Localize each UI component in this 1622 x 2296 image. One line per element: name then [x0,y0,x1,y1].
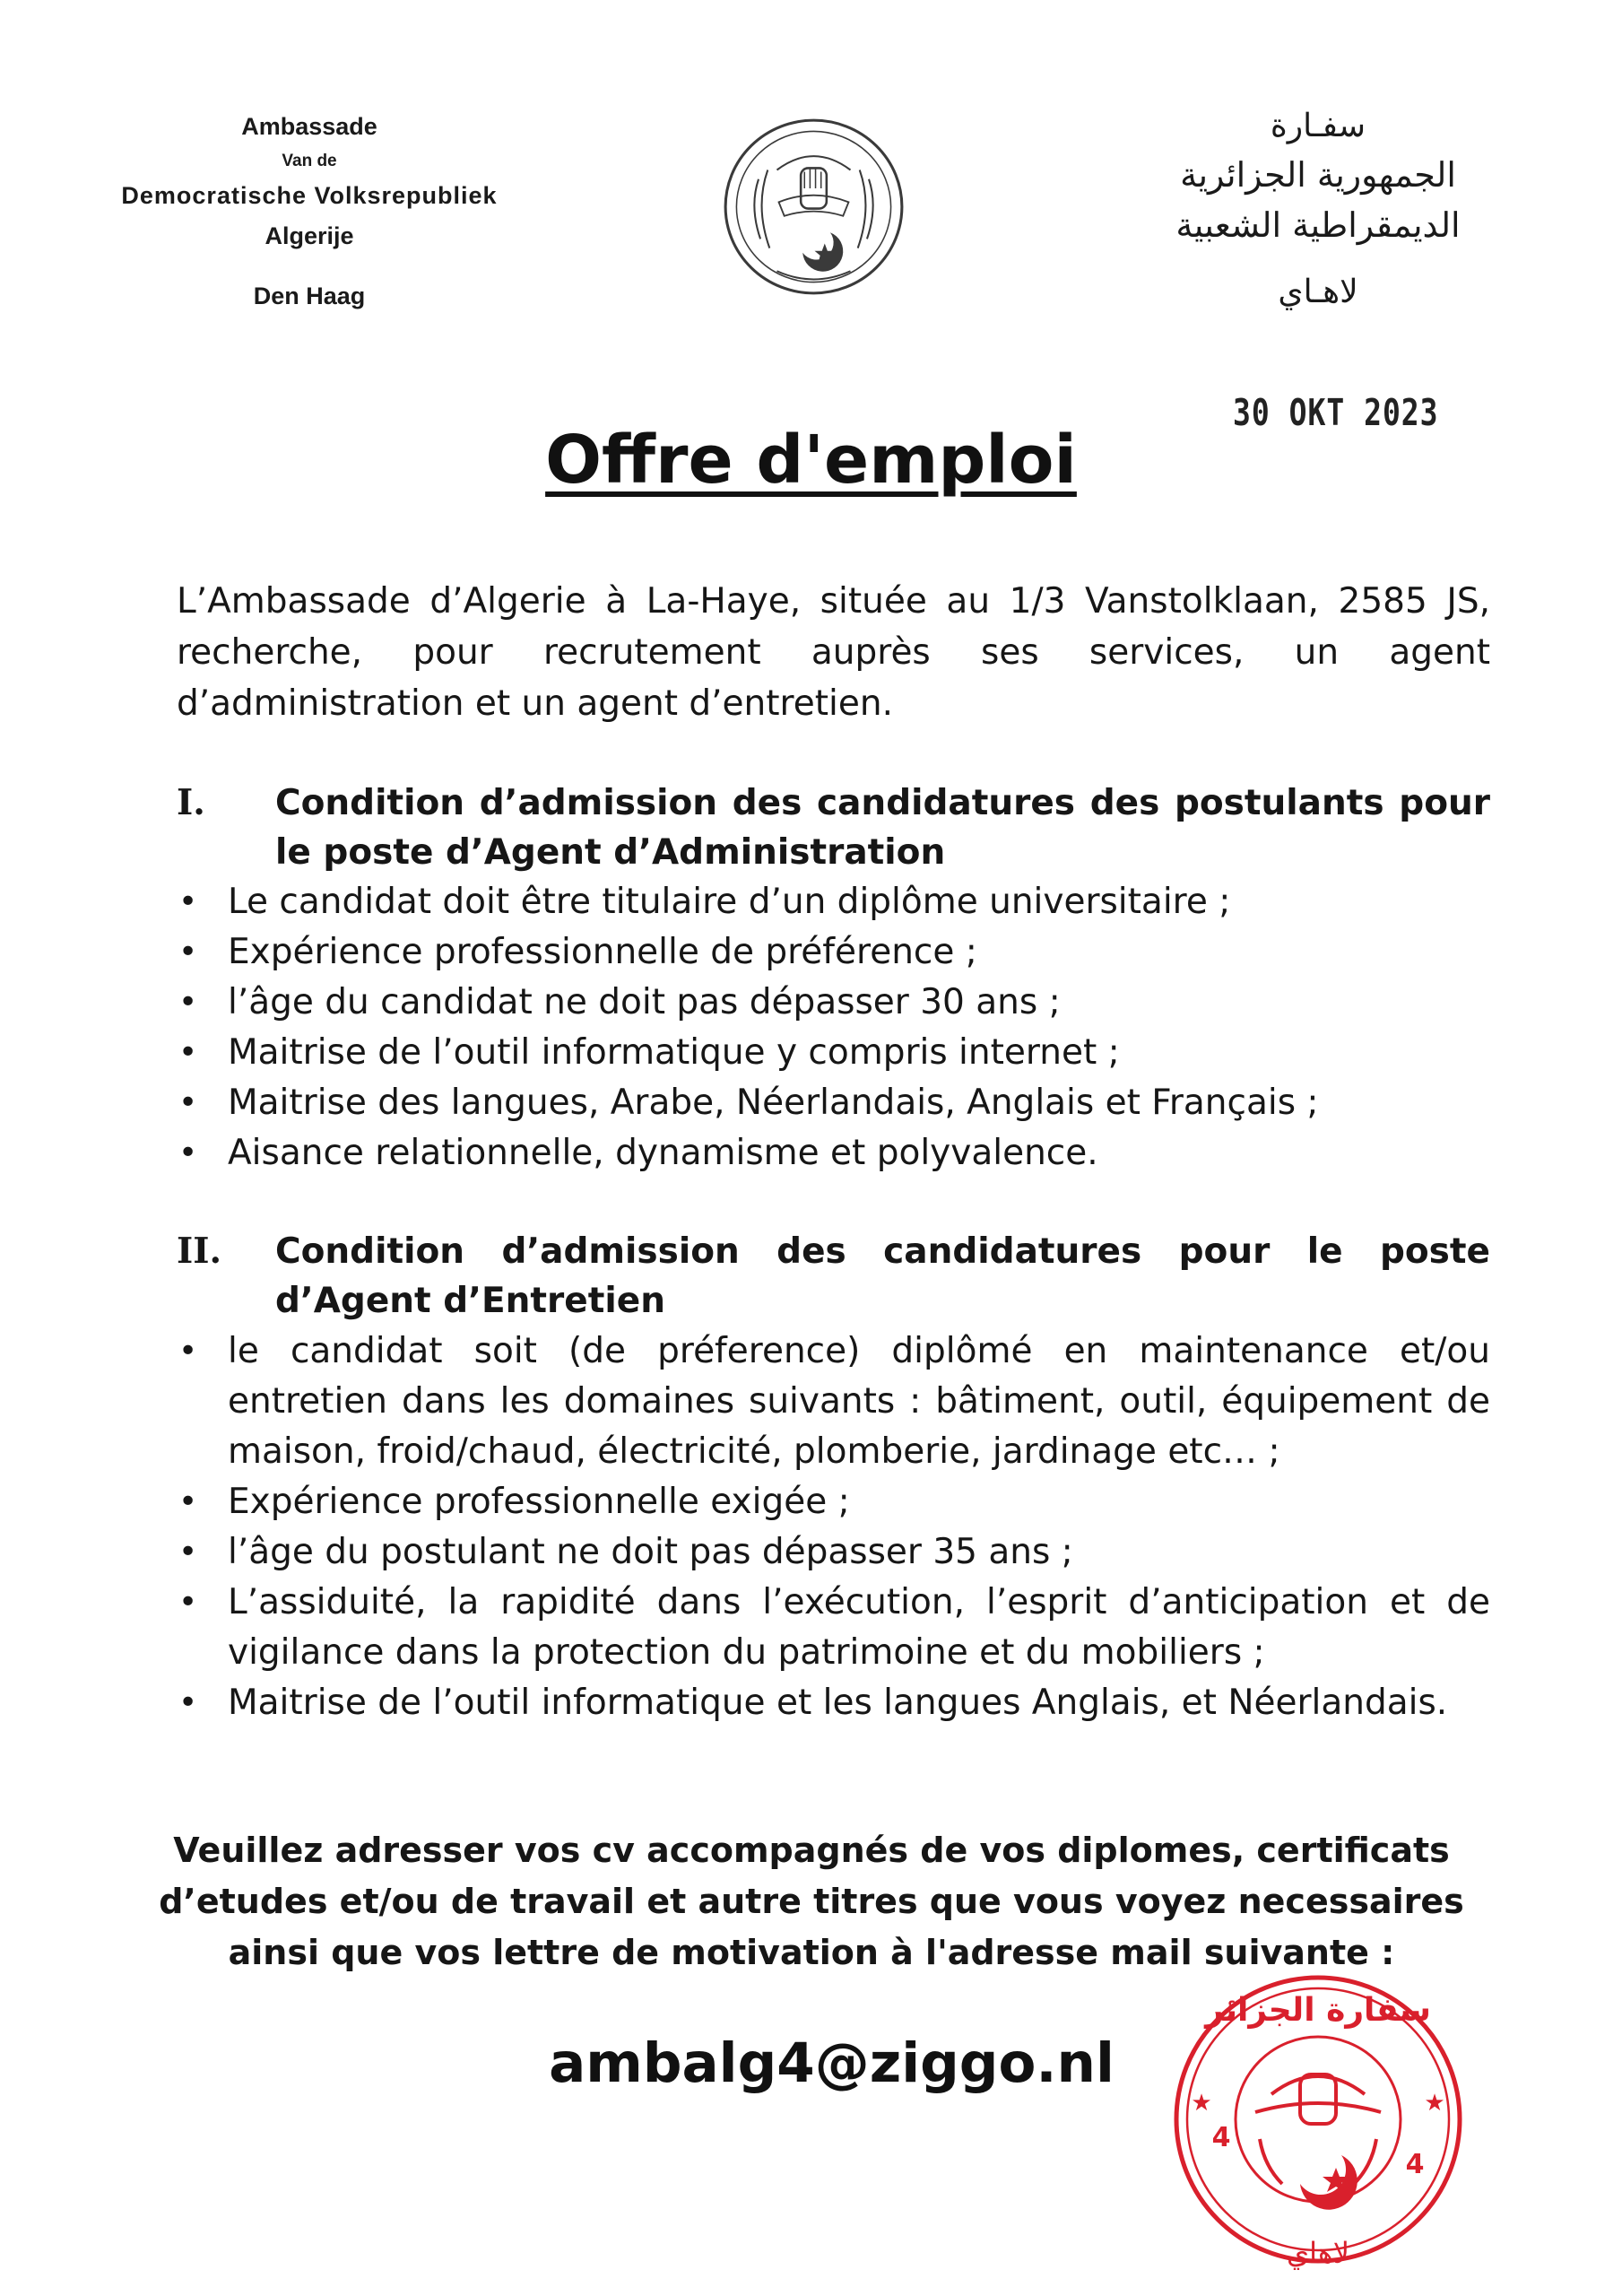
contact-email: ambalg4@ziggo.nl [549,2031,1115,2095]
list-item: • l’âge du postulant ne doit pas dépasser 35 ans ; [177,1527,1490,1578]
seal-ring-text: سفارة الجزائر [1205,1992,1431,2029]
embassy-seal-stamp [1166,1960,1470,2274]
closing-paragraph: Veuillez adresser vos cv accompagnés de vos diplomes, certificats d’etudes et/ou de travail et autre titres que vous voyez necessaires ainsi que vos lettre de motivation à l'adresse mail suivante : [159,1831,1464,1972]
header-left-line-4: Algerije [265,222,354,249]
section-2-heading [177,1227,1490,1326]
list-item: • le candidat soit (de préference) diplômé en maintenance et/ou entretien dans les domaines suivants : bâtiment, outil, équipement de maison, froid/chaud, électricité, plomberie, jardinage etc… ; [177,1326,1490,1477]
section-2-list [177,1326,1490,1728]
header-left-line-1: Ambassade [241,113,377,140]
seal-bottom-text: لاهاي [1287,2236,1349,2270]
section-1-list [177,877,1490,1178]
section-2-title: Condition d’admission des candidatures pour le poste d’Agent d’Entretien [275,1231,1490,1321]
section-1-number: I. [177,782,205,823]
section-1-title: Condition d’admission des candidatures des postulants pour le poste d’Agent d’Administration [275,783,1490,873]
list-item: • Le candidat doit être titulaire d’un diplôme universitaire ; [177,877,1490,927]
seal-star-icon: ★ [1191,2090,1212,2117]
list-item: • Expérience professionnelle de préférence ; [177,927,1490,978]
intro-paragraph: L’Ambassade d’Algerie à La-Haye, située au 1/3 Vanstolklaan, 2585 JS, recherche, pour recrutement auprès ses services, un agent d’administration et un agent d’entretien. [177,581,1490,724]
header-right-city: لاهـاي [1278,274,1358,310]
list-item: • Maitrise de l’outil informatique et les langues Anglais, et Néerlandais. [177,1678,1490,1728]
date-stamp: 30 OKT 2023 [1233,390,1439,434]
algeria-emblem-icon [722,115,906,299]
section-2-number: II. [177,1231,222,1272]
header-left-line-3: Democratische Volksrepubliek [121,182,498,209]
document-title: Offre d'emploi [545,422,1077,499]
list-item: • Maitrise des langues, Arabe, Néerlandais, Anglais et Français ; [177,1078,1490,1128]
seal-number-left: 4 [1211,2122,1231,2153]
embassy-header-arabic [1139,108,1497,310]
list-item: • Expérience professionnelle exigée ; [177,1477,1490,1527]
list-item: • L’assiduité, la rapidité dans l’exécution, l’esprit d’anticipation et de vigilance dans la protection du patrimoine et du mobiliers ; [177,1578,1490,1678]
seal-number-right: 4 [1405,2149,1425,2180]
list-item: • Maitrise de l’outil informatique y compris internet ; [177,1028,1490,1078]
seal-star-icon: ★ [1424,2090,1445,2117]
header-left-line-2: Van de [282,152,337,170]
list-item: • Aisance relationnelle, dynamisme et polyvalence. [177,1128,1490,1178]
header-right-line-2: الجمهورية الجزائرية [1180,155,1456,195]
header-right-line-3: الديمقراطية الشعبية [1175,205,1461,245]
section-1-heading [177,778,1490,877]
list-item: • l’âge du candidat ne doit pas dépasser 30 ans ; [177,978,1490,1028]
header-left-city: Den Haag [253,283,366,309]
header-right-line-1: سفـارة [1270,108,1366,144]
embassy-header-dutch [81,113,538,310]
